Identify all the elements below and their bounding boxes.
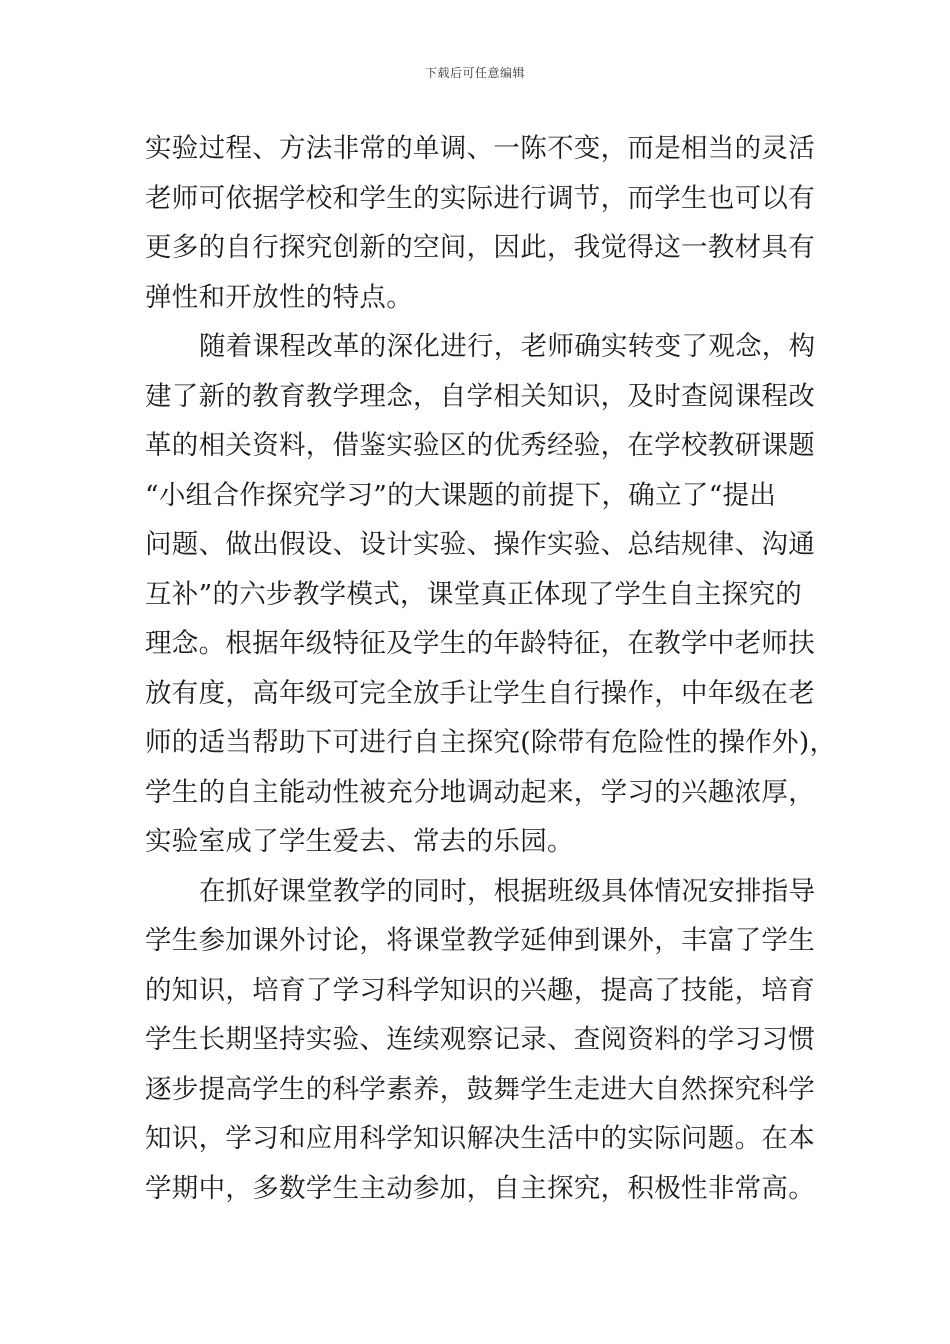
text-line: 逐步提高学生的科学素养，鼓舞学生走进大自然探究科学 (145, 1073, 815, 1105)
text-line: 放有度，高年级可完全放手让学生自行操作，中年级在老 (145, 677, 815, 709)
text-line: 弹性和开放性的特点。 (145, 281, 413, 313)
text-line: 师的适当帮助下可进行自主探究(除带有危险性的操作外)， (145, 727, 837, 758)
text-line: 在抓好课堂教学的同时，根据班级具体情况安排指导 (199, 875, 816, 907)
text-line: 实验过程、方法非常的单调、一陈不变，而是相当的灵活 (145, 133, 815, 164)
text-line: 更多的自行探究创新的空间，因此，我觉得这一教材具有 (145, 232, 815, 263)
text-line: 的知识，培育了学习科学知识的兴趣，提高了技能，培育 (145, 974, 815, 1006)
text-line: 理念。根据年级特征及学生的年龄特征，在教学中老师扶 (145, 628, 815, 659)
text-line: 学期中，多数学生主动参加，自主探究，积极性非常高。 (145, 1172, 815, 1204)
text-line: 学生的自主能动性被充分地调动起来，学习的兴趣浓厚， (145, 776, 815, 808)
text-line: 互补”的六步教学模式，课堂真正体现了学生自主探究的 (145, 578, 803, 610)
paragraph-1 (145, 124, 835, 322)
text-line: 随着课程改革的深化进行，老师确实转变了观念，构 (199, 331, 816, 362)
text-line: 学生长期坚持实验、连续观察记录、查阅资料的学习习惯 (145, 1024, 815, 1055)
text-line: 实验室成了学生爱去、常去的乐园。 (145, 826, 574, 857)
paragraph-2 (145, 322, 835, 867)
text-line: 问题、做出假设、设计实验、操作实验、总结规律、沟通 (145, 529, 815, 560)
paragraph-3 (145, 867, 835, 1214)
document-body (145, 124, 835, 1213)
text-line: 革的相关资料，借鉴实验区的优秀经验，在学校教研课题 (145, 430, 815, 461)
page-header: 下载后可任意编辑 (424, 66, 525, 80)
text-line: “小组合作探究学习”的大课题的前提下，确立了“提出 (145, 479, 777, 511)
text-line: 老师可依据学校和学生的实际进行调节，而学生也可以有 (145, 182, 815, 214)
text-line: 知识，学习和应用科学知识解决生活中的实际问题。在本 (145, 1123, 815, 1154)
text-line: 建了新的教育教学理念，自学相关知识，及时查阅课程改 (145, 380, 815, 412)
text-line: 学生参加课外讨论，将课堂教学延伸到课外，丰富了学生 (145, 925, 815, 956)
